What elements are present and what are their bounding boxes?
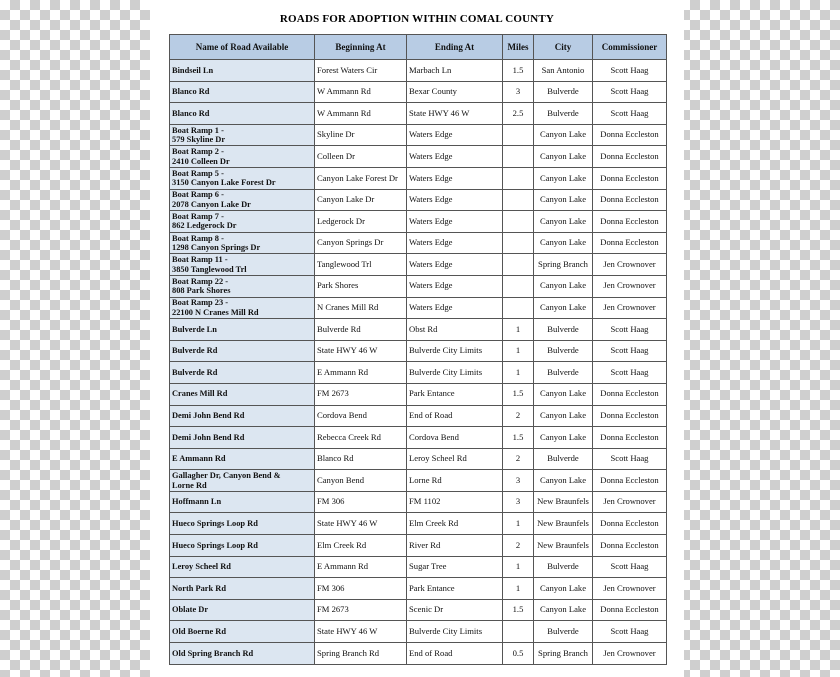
beginning-at-cell: Canyon Bend — [315, 470, 407, 492]
ending-at-cell: Scenic Dr — [407, 599, 503, 621]
beginning-at-cell: W Ammann Rd — [315, 103, 407, 125]
road-name-cell — [170, 297, 315, 319]
commissioner-cell: Jen Crownover — [593, 297, 667, 319]
ending-at-cell: Waters Edge — [407, 211, 503, 233]
city-cell: Canyon Lake — [534, 189, 593, 211]
road-name-line: 579 Skyline Dr — [172, 135, 226, 145]
city-cell: Canyon Lake — [534, 211, 593, 233]
table-row — [170, 124, 667, 146]
table-row — [170, 340, 667, 362]
road-name-line: Old Boerne Rd — [172, 626, 226, 636]
column-header-city: City — [534, 35, 593, 60]
table-row — [170, 254, 667, 276]
commissioner-cell: Jen Crownover — [593, 491, 667, 513]
road-name-cell — [170, 81, 315, 103]
road-name-line: Oblate Dr — [172, 605, 209, 615]
miles-cell — [503, 254, 534, 276]
table-row — [170, 189, 667, 211]
commissioner-cell: Scott Haag — [593, 60, 667, 82]
city-cell: New Braunfels — [534, 513, 593, 535]
miles-cell — [503, 297, 534, 319]
road-name-line: Boat Ramp 11 - — [172, 255, 228, 265]
road-name-line: 3150 Canyon Lake Forest Dr — [172, 178, 276, 188]
commissioner-cell: Jen Crownover — [593, 275, 667, 297]
beginning-at-cell: Ledgerock Dr — [315, 211, 407, 233]
city-cell: Bulverde — [534, 621, 593, 643]
road-name-line: Blanco Rd — [172, 87, 210, 97]
road-name-line: Old Spring Branch Rd — [172, 648, 254, 658]
road-name-line: Boat Ramp 22 - — [172, 276, 229, 286]
road-name-line: Bindseil Ln — [172, 65, 214, 75]
commissioner-cell: Donna Eccleston — [593, 146, 667, 168]
commissioner-cell: Donna Eccleston — [593, 124, 667, 146]
table-row — [170, 232, 667, 254]
beginning-at-cell: Elm Creek Rd — [315, 535, 407, 557]
road-name-line: E Ammann Rd — [172, 454, 226, 464]
table-row — [170, 405, 667, 427]
beginning-at-cell: State HWY 46 W — [315, 340, 407, 362]
beginning-at-cell: Tanglewood Trl — [315, 254, 407, 276]
road-name-line: Boat Ramp 6 - — [172, 190, 224, 200]
ending-at-cell: Waters Edge — [407, 124, 503, 146]
commissioner-cell: Donna Eccleston — [593, 211, 667, 233]
road-name-line: Bulverde Rd — [172, 367, 218, 377]
beginning-at-cell: FM 2673 — [315, 599, 407, 621]
city-cell: Canyon Lake — [534, 167, 593, 189]
table-row — [170, 621, 667, 643]
road-name-cell — [170, 621, 315, 643]
road-name-line: North Park Rd — [172, 583, 226, 593]
commissioner-cell: Donna Eccleston — [593, 232, 667, 254]
commissioner-cell: Jen Crownover — [593, 254, 667, 276]
road-name-cell — [170, 340, 315, 362]
beginning-at-cell: E Ammann Rd — [315, 556, 407, 578]
commissioner-cell: Donna Eccleston — [593, 427, 667, 449]
ending-at-cell: Waters Edge — [407, 275, 503, 297]
road-name-cell — [170, 167, 315, 189]
city-cell: Canyon Lake — [534, 578, 593, 600]
road-name-cell — [170, 491, 315, 513]
miles-cell: 1 — [503, 340, 534, 362]
commissioner-cell: Jen Crownover — [593, 643, 667, 665]
table-row — [170, 556, 667, 578]
table-row — [170, 297, 667, 319]
beginning-at-cell: Bulverde Rd — [315, 319, 407, 341]
city-cell: Canyon Lake — [534, 427, 593, 449]
miles-cell: 1 — [503, 513, 534, 535]
road-name-line: 3850 Tanglewood Trl — [172, 264, 247, 274]
miles-cell — [503, 167, 534, 189]
commissioner-cell: Jen Crownover — [593, 578, 667, 600]
table-row — [170, 448, 667, 470]
city-cell: Bulverde — [534, 448, 593, 470]
ending-at-cell: River Rd — [407, 535, 503, 557]
road-name-cell — [170, 362, 315, 384]
road-name-cell — [170, 319, 315, 341]
beginning-at-cell: N Cranes Mill Rd — [315, 297, 407, 319]
commissioner-cell: Donna Eccleston — [593, 189, 667, 211]
city-cell: Canyon Lake — [534, 599, 593, 621]
ending-at-cell: Bexar County — [407, 81, 503, 103]
ending-at-cell: Cordova Bend — [407, 427, 503, 449]
miles-cell: 1.5 — [503, 383, 534, 405]
ending-at-cell: Lorne Rd — [407, 470, 503, 492]
table-row — [170, 81, 667, 103]
miles-cell — [503, 211, 534, 233]
column-header-commissioner: Commissioner — [593, 35, 667, 60]
miles-cell: 1 — [503, 362, 534, 384]
table-row — [170, 167, 667, 189]
table-row — [170, 427, 667, 449]
road-name-cell — [170, 427, 315, 449]
table-row — [170, 491, 667, 513]
column-header-ending: Ending At — [407, 35, 503, 60]
miles-cell: 3 — [503, 491, 534, 513]
city-cell: Bulverde — [534, 81, 593, 103]
commissioner-cell: Donna Eccleston — [593, 535, 667, 557]
city-cell: Canyon Lake — [534, 405, 593, 427]
road-name-line: Bulverde Ln — [172, 324, 217, 334]
road-name-line: Demi John Bend Rd — [172, 411, 245, 421]
miles-cell: 0.5 — [503, 643, 534, 665]
beginning-at-cell: Forest Waters Cir — [315, 60, 407, 82]
roads-table — [169, 34, 667, 665]
road-name-cell — [170, 60, 315, 82]
ending-at-cell: State HWY 46 W — [407, 103, 503, 125]
ending-at-cell: End of Road — [407, 405, 503, 427]
road-name-line: 1298 Canyon Springs Dr — [172, 243, 261, 253]
commissioner-cell: Donna Eccleston — [593, 599, 667, 621]
road-name-cell — [170, 232, 315, 254]
city-cell: Canyon Lake — [534, 383, 593, 405]
table-row — [170, 319, 667, 341]
road-name-cell — [170, 578, 315, 600]
ending-at-cell: Park Entance — [407, 383, 503, 405]
road-name-cell — [170, 448, 315, 470]
ending-at-cell: Bulverde City Limits — [407, 362, 503, 384]
city-cell: Canyon Lake — [534, 232, 593, 254]
miles-cell: 2 — [503, 535, 534, 557]
road-name-cell — [170, 643, 315, 665]
miles-cell: 1.5 — [503, 60, 534, 82]
beginning-at-cell: Canyon Springs Dr — [315, 232, 407, 254]
road-name-line: Boat Ramp 1 - — [172, 125, 224, 135]
road-name-line: 862 Ledgerock Dr — [172, 221, 237, 231]
commissioner-cell: Scott Haag — [593, 362, 667, 384]
road-name-line: Boat Ramp 7 - — [172, 211, 224, 221]
table-row — [170, 60, 667, 82]
miles-cell: 3 — [503, 470, 534, 492]
road-name-line: Boat Ramp 23 - — [172, 298, 229, 308]
beginning-at-cell: Park Shores — [315, 275, 407, 297]
ending-at-cell: Obst Rd — [407, 319, 503, 341]
commissioner-cell: Donna Eccleston — [593, 513, 667, 535]
road-name-cell — [170, 470, 315, 492]
ending-at-cell: Waters Edge — [407, 232, 503, 254]
miles-cell — [503, 275, 534, 297]
city-cell: Canyon Lake — [534, 275, 593, 297]
miles-cell — [503, 146, 534, 168]
beginning-at-cell: Cordova Bend — [315, 405, 407, 427]
city-cell: Spring Branch — [534, 643, 593, 665]
table-row — [170, 383, 667, 405]
road-name-line: 2410 Colleen Dr — [172, 156, 230, 166]
ending-at-cell: End of Road — [407, 643, 503, 665]
road-name-cell — [170, 535, 315, 557]
road-name-cell — [170, 189, 315, 211]
road-name-cell — [170, 124, 315, 146]
table-row — [170, 362, 667, 384]
miles-cell — [503, 189, 534, 211]
city-cell: Canyon Lake — [534, 146, 593, 168]
miles-cell: 1 — [503, 556, 534, 578]
road-name-line: Hueco Springs Loop Rd — [172, 519, 258, 529]
city-cell: New Braunfels — [534, 535, 593, 557]
beginning-at-cell: W Ammann Rd — [315, 81, 407, 103]
commissioner-cell: Scott Haag — [593, 448, 667, 470]
ending-at-cell: Leroy Scheel Rd — [407, 448, 503, 470]
road-name-line: Blanco Rd — [172, 108, 210, 118]
city-cell: Canyon Lake — [534, 297, 593, 319]
city-cell: Canyon Lake — [534, 124, 593, 146]
city-cell: New Braunfels — [534, 491, 593, 513]
road-name-line: Gallagher Dr, Canyon Bend & — [172, 471, 281, 481]
ending-at-cell: Marbach Ln — [407, 60, 503, 82]
table-row — [170, 535, 667, 557]
commissioner-cell: Donna Eccleston — [593, 470, 667, 492]
commissioner-cell: Scott Haag — [593, 319, 667, 341]
road-name-line: 2078 Canyon Lake Dr — [172, 199, 251, 209]
road-name-cell — [170, 599, 315, 621]
table-row — [170, 643, 667, 665]
road-name-line: 808 Park Shores — [172, 286, 231, 296]
city-cell: San Antonio — [534, 60, 593, 82]
commissioner-cell: Scott Haag — [593, 81, 667, 103]
road-name-line: Lorne Rd — [172, 480, 207, 490]
city-cell: Bulverde — [534, 103, 593, 125]
commissioner-cell: Donna Eccleston — [593, 383, 667, 405]
road-name-line: Leroy Scheel Rd — [172, 562, 231, 572]
miles-cell — [503, 621, 534, 643]
commissioner-cell: Donna Eccleston — [593, 405, 667, 427]
road-name-line: Hoffmann Ln — [172, 497, 222, 507]
table-row — [170, 599, 667, 621]
beginning-at-cell: Colleen Dr — [315, 146, 407, 168]
commissioner-cell: Scott Haag — [593, 103, 667, 125]
road-name-cell — [170, 513, 315, 535]
road-name-line: Hueco Springs Loop Rd — [172, 540, 258, 550]
beginning-at-cell: Canyon Lake Forest Dr — [315, 167, 407, 189]
ending-at-cell: Waters Edge — [407, 146, 503, 168]
road-name-line: Cranes Mill Rd — [172, 389, 228, 399]
beginning-at-cell: Blanco Rd — [315, 448, 407, 470]
road-name-cell — [170, 275, 315, 297]
beginning-at-cell: FM 306 — [315, 491, 407, 513]
road-name-line: Boat Ramp 2 - — [172, 147, 224, 157]
road-name-line: Boat Ramp 8 - — [172, 233, 224, 243]
ending-at-cell: FM 1102 — [407, 491, 503, 513]
city-cell: Bulverde — [534, 362, 593, 384]
ending-at-cell: Bulverde City Limits — [407, 621, 503, 643]
table-row — [170, 211, 667, 233]
ending-at-cell: Waters Edge — [407, 254, 503, 276]
road-name-line: Bulverde Rd — [172, 346, 218, 356]
ending-at-cell: Waters Edge — [407, 167, 503, 189]
miles-cell: 1.5 — [503, 427, 534, 449]
commissioner-cell: Scott Haag — [593, 340, 667, 362]
table-row — [170, 146, 667, 168]
road-name-cell — [170, 146, 315, 168]
road-name-line: Boat Ramp 5 - — [172, 168, 224, 178]
table-header-row — [170, 35, 667, 60]
road-name-line: Demi John Bend Rd — [172, 432, 245, 442]
table-row — [170, 578, 667, 600]
beginning-at-cell: FM 306 — [315, 578, 407, 600]
road-name-cell — [170, 103, 315, 125]
road-name-line: 22100 N Cranes Mill Rd — [172, 307, 259, 317]
ending-at-cell: Sugar Tree — [407, 556, 503, 578]
road-name-cell — [170, 254, 315, 276]
column-header-beginning: Beginning At — [315, 35, 407, 60]
miles-cell: 1.5 — [503, 599, 534, 621]
road-name-cell — [170, 383, 315, 405]
table-row — [170, 513, 667, 535]
road-name-cell — [170, 405, 315, 427]
ending-at-cell: Waters Edge — [407, 297, 503, 319]
beginning-at-cell: Spring Branch Rd — [315, 643, 407, 665]
miles-cell — [503, 232, 534, 254]
ending-at-cell: Park Entance — [407, 578, 503, 600]
table-row — [170, 275, 667, 297]
roads-table-body — [170, 60, 667, 665]
road-name-cell — [170, 211, 315, 233]
commissioner-cell: Scott Haag — [593, 556, 667, 578]
city-cell: Spring Branch — [534, 254, 593, 276]
miles-cell: 1 — [503, 578, 534, 600]
road-name-cell — [170, 556, 315, 578]
document-title: ROADS FOR ADOPTION WITHIN COMAL COUNTY — [279, 13, 555, 25]
city-cell: Canyon Lake — [534, 470, 593, 492]
beginning-at-cell: State HWY 46 W — [315, 513, 407, 535]
beginning-at-cell: Skyline Dr — [315, 124, 407, 146]
table-row — [170, 470, 667, 492]
column-header-name: Name of Road Available — [170, 35, 315, 60]
table-row — [170, 103, 667, 125]
beginning-at-cell: FM 2673 — [315, 383, 407, 405]
miles-cell: 2.5 — [503, 103, 534, 125]
city-cell: Bulverde — [534, 340, 593, 362]
miles-cell: 3 — [503, 81, 534, 103]
city-cell: Bulverde — [534, 319, 593, 341]
miles-cell: 2 — [503, 405, 534, 427]
ending-at-cell: Elm Creek Rd — [407, 513, 503, 535]
column-header-miles: Miles — [503, 35, 534, 60]
miles-cell: 2 — [503, 448, 534, 470]
miles-cell — [503, 124, 534, 146]
beginning-at-cell: Canyon Lake Dr — [315, 189, 407, 211]
ending-at-cell: Bulverde City Limits — [407, 340, 503, 362]
commissioner-cell: Donna Eccleston — [593, 167, 667, 189]
ending-at-cell: Waters Edge — [407, 189, 503, 211]
commissioner-cell: Scott Haag — [593, 621, 667, 643]
beginning-at-cell: E Ammann Rd — [315, 362, 407, 384]
beginning-at-cell: State HWY 46 W — [315, 621, 407, 643]
beginning-at-cell: Rebecca Creek Rd — [315, 427, 407, 449]
city-cell: Bulverde — [534, 556, 593, 578]
document-page — [150, 0, 684, 677]
miles-cell: 1 — [503, 319, 534, 341]
